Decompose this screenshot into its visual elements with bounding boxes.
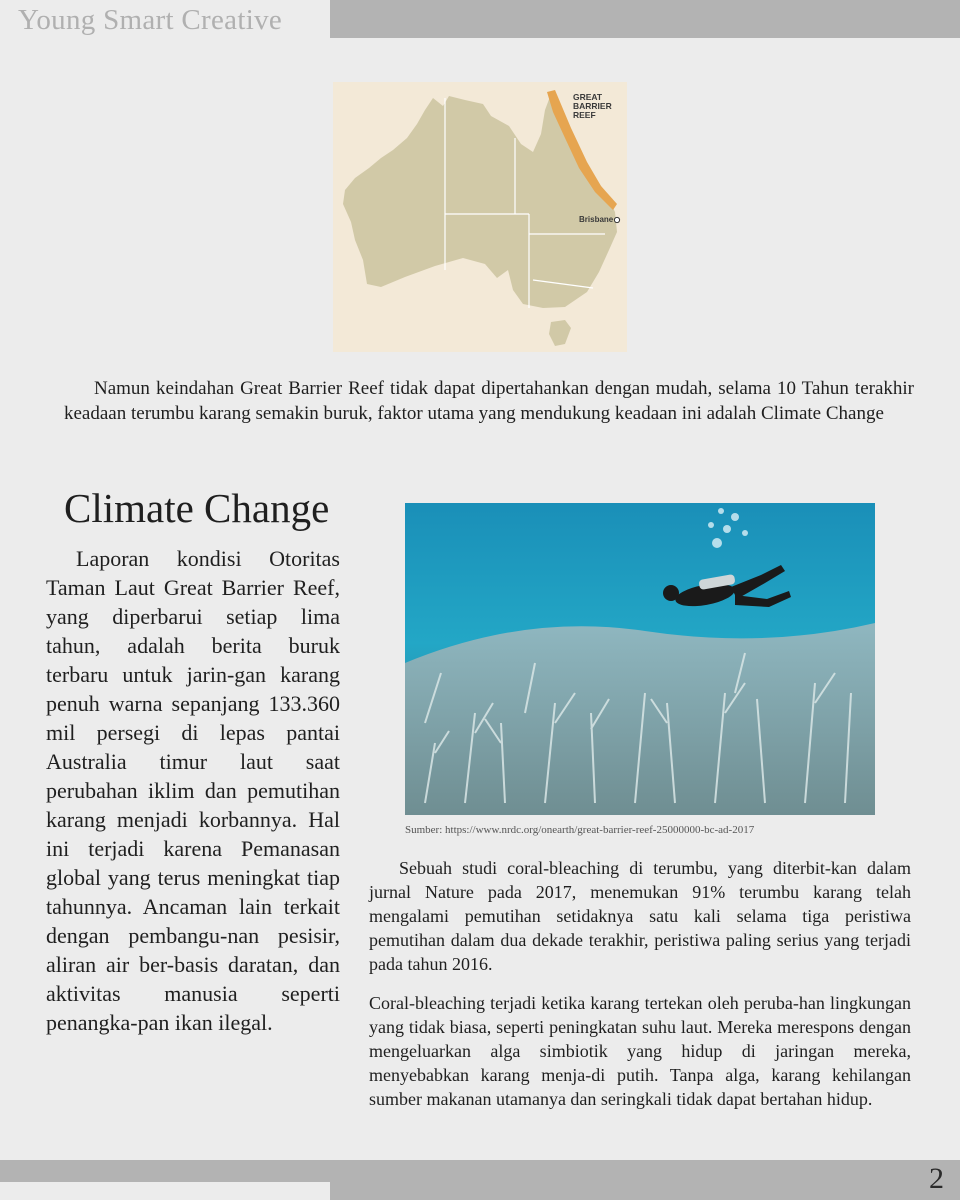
footer-accent <box>0 1182 330 1200</box>
coral-bed <box>405 623 875 815</box>
left-column-paragraph: Laporan kondisi Otoritas Taman Laut Great Barrier Reef, yang diperbarui setiap lima tahun, adalah berita buruk terbaru untuk jarin-gan karang penuh warna sepanjang 133.360 mil persegi di lepas pantai Australia timur laut saat perubahan iklim dan pemutihan karang menjadi korbannya. Hal ini terjadi karena Pemanasan global yang terus meningkat tiap tahunnya. Ancaman lain terkait dengan pembangu-nan pesisir, aliran air ber-basis daratan, dan aktivitas manusia seperti penangka-pan ikan ilegal. <box>46 546 340 1035</box>
tasmania <box>549 320 571 346</box>
header-bar <box>330 0 960 38</box>
reef-label-line-3: REEF <box>573 110 596 120</box>
australia-map <box>333 82 627 352</box>
reef-label-line-2: BARRIER <box>573 101 612 111</box>
brisbane-label: Brisbane <box>579 215 614 224</box>
page-number: 2 <box>929 1162 944 1195</box>
brisbane-marker <box>614 217 619 222</box>
photo-caption: Sumber: https://www.nrdc.org/onearth/great-barrier-reef-25000000-bc-ad-2017 <box>405 824 755 836</box>
brand-title: Young Smart Creative <box>18 4 283 36</box>
reef-label-line-1: GREAT <box>573 92 603 102</box>
mainland <box>343 94 617 308</box>
right-paragraph-2: Coral-bleaching terjadi ketika karang tertekan oleh peruba-han lingkungan yang tidak biasa, seperti peningkatan suhu laut. Mereka merespons dengan mengeluarkan alga simbiotik yang hidup di jaringan mereka, menyebabkan karang menja-di putih. Tanpa alga, karang kehilangan sumber makanan utamanya dan seringkali tidak dapat bertahan hidup. <box>369 993 911 1109</box>
coral-bleaching-photo <box>405 503 875 815</box>
intro-paragraph: Namun keindahan Great Barrier Reef tidak dapat dipertahankan dengan mudah, selama 10 Tahun terakhir keadaan terumbu karang semakin buruk, faktor utama yang mendukung keadaan ini adalah Climate Change <box>64 378 914 424</box>
right-paragraph-1: Sebuah studi coral-bleaching di terumbu, yang diterbit-kan dalam jurnal Nature pada 2017, menemukan 91% terumbu karang telah mengalami pemutihan setidaknya satu kali selama tiga peristiwa pemutihan dalam dua dekade terakhir, peristiwa paling serius yang terjadi pada tahun 2016. <box>369 858 911 974</box>
section-heading: Climate Change <box>64 485 330 531</box>
australia-map-graphic <box>333 82 627 352</box>
coral-photo-graphic <box>405 503 875 815</box>
